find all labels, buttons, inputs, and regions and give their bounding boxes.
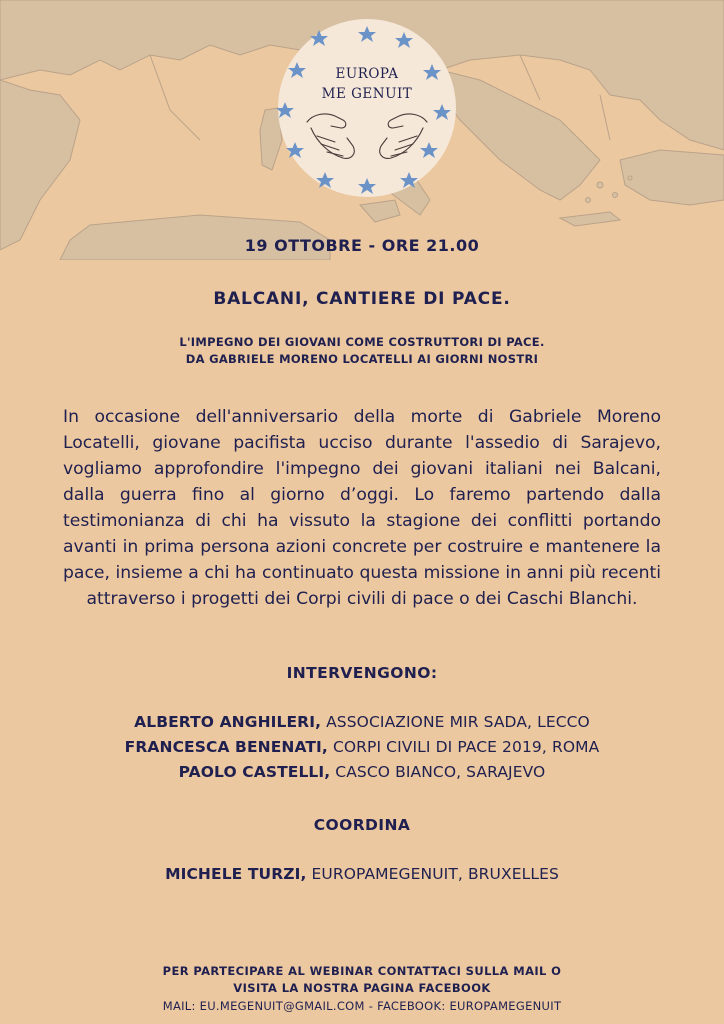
speaker-role: CORPI CIVILI DI PACE 2019, ROMA (327, 738, 600, 756)
map-land-east (620, 150, 724, 205)
event-subtitle (0, 334, 724, 368)
map-island (628, 176, 632, 180)
event-title: BALCANI, CANTIERE DI PACE. (213, 289, 511, 309)
europa-me-genuit-logo (277, 18, 457, 198)
event-description: In occasione dell'anniversario della morte di Gabriele Moreno Locatelli, giovane pacifista ucciso durante l'assedio di Sarajevo, vogliamo approfondire l'impegno dei giovani italiani nei Balcani, dalla guerra fino al giorno d’oggi. Lo faremo partendo dalla testimonianza di chi ha vissuto la stagione dei conflitti portando avanti in prima persona azioni concrete per costruire e mantenere la pace, insieme a chi ha continuato questa missione in anni più recenti attraverso i progetti dei Corpi civili di pace o dei Caschi Blanchi. (63, 407, 661, 609)
speaker-line (0, 713, 724, 731)
speaker-name: ALBERTO ANGHILERI, (134, 713, 322, 731)
map-island (597, 182, 603, 188)
footer-line1: PER PARTECIPARE AL WEBINAR CONTATTACI SULLA MAIL O (162, 964, 562, 978)
map-land-crete (560, 212, 620, 226)
moderator-line (0, 865, 724, 883)
speaker-line (0, 763, 724, 781)
moderator-role: EUROPAMEGENUIT, BRUXELLES (306, 865, 559, 883)
speaker-name: PAOLO CASTELLI, (178, 763, 331, 781)
footer-contacts: MAIL: EU.MEGENUIT@GMAIL.COM - FACEBOOK: EUROPAMEGENUIT (162, 999, 562, 1013)
speakers-heading: INTERVENGONO: (286, 664, 438, 682)
event-date: 19 OTTOBRE - ORE 21.00 (244, 236, 480, 255)
speaker-role: ASSOCIAZIONE MIR SADA, LECCO (321, 713, 590, 731)
logo-circle (278, 19, 456, 197)
map-land-balkans (440, 70, 600, 200)
logo-text-line1: EUROPA (335, 66, 399, 82)
map-land-west (0, 80, 80, 250)
footer-line2: VISITA LA NOSTRA PAGINA FACEBOOK (233, 981, 491, 995)
map-island (613, 193, 618, 198)
map-land-sicily (360, 200, 400, 222)
speaker-role: CASCO BIANCO, SARAJEVO (330, 763, 546, 781)
event-subtitle-line1: L'IMPEGNO DEI GIOVANI COME COSTRUTTORI DI PACE. (179, 335, 545, 349)
event-subtitle-line2: DA GABRIELE MORENO LOCATELLI AI GIORNI NOSTRI (185, 352, 539, 366)
speaker-line (0, 738, 724, 756)
logo-text-line2: ME GENUIT (321, 86, 413, 102)
speaker-name: FRANCESCA BENENATI, (124, 738, 328, 756)
moderator-heading: COORDINA (313, 816, 411, 834)
map-island (586, 198, 591, 203)
moderator-name: MICHELE TURZI, (165, 865, 307, 883)
